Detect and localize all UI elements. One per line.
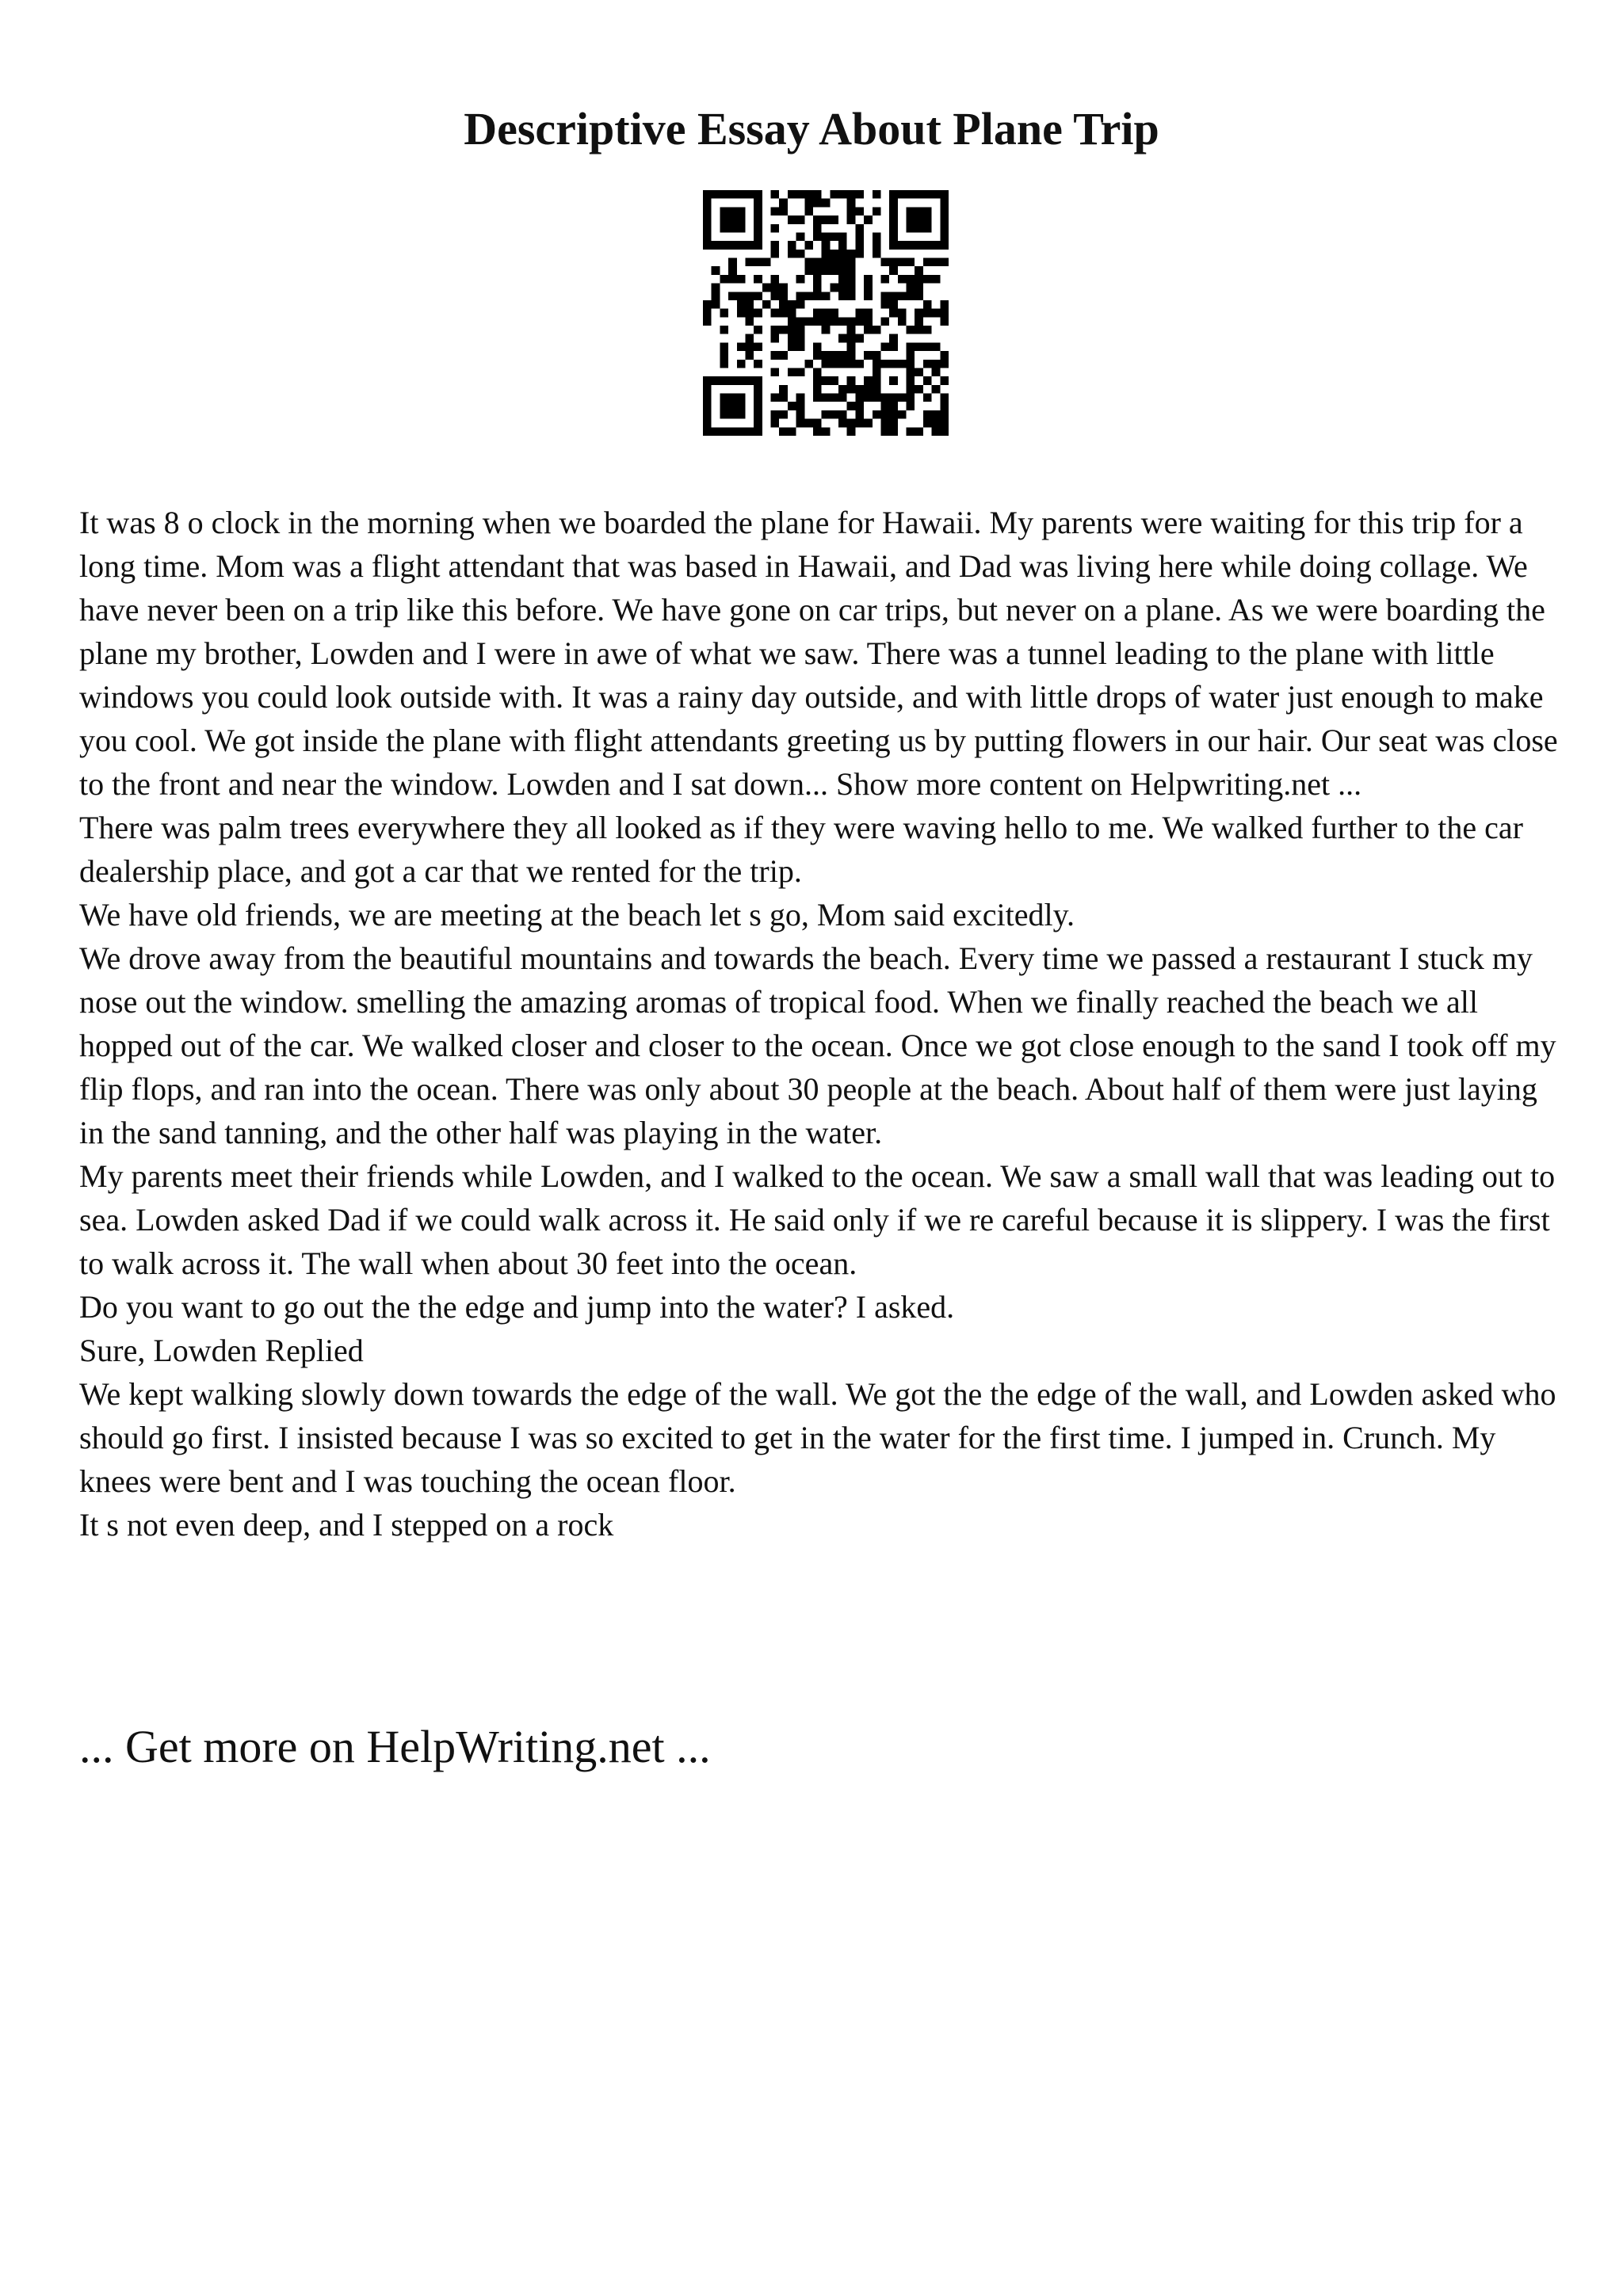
essay-body bbox=[79, 501, 1569, 1547]
paragraph: We kept walking slowly down towards the edge of the wall. We got the the edge of the wall, and Lowden asked who should go first. I insisted because I was so excited to get in the water for the first time. I jumped in. Crunch. My knees were bent and I was touching the ocean floor. bbox=[79, 1376, 1556, 1499]
paragraph: Sure, Lowden Replied bbox=[79, 1333, 364, 1368]
qr-code-icon bbox=[703, 190, 949, 436]
paragraph: Do you want to go out the the edge and jump into the water? I asked. bbox=[79, 1289, 955, 1325]
document-title: Descriptive Essay About Plane Trip bbox=[464, 103, 1159, 154]
paragraph: My parents meet their friends while Lowden, and I walked to the ocean. We saw a small wall that was leading out to sea. Lowden asked Dad if we could walk across it. He said only if we re careful because it is slippery. I was the first to walk across it. The wall when about 30 feet into the ocean. bbox=[79, 1158, 1556, 1281]
paragraph: We drove away from the beautiful mountains and towards the beach. Every time we passed a restaurant I stuck my nose out the window. smelling the amazing aromas of tropical food. When we finally reached the beach we all hopped out of the car. We walked closer and closer to the ocean. Once we got close enough to the sand I took off my flip flops, and ran into the ocean. There was only about 30 people at the beach. About half of them were just laying in the sand tanning, and the other half was playing in the water. bbox=[79, 940, 1556, 1150]
paragraph: There was palm trees everywhere they all looked as if they were waving hello to me. We walked further to the car dealership place, and got a car that we rented for the trip. bbox=[79, 810, 1523, 889]
paragraph: We have old friends, we are meeting at the beach let s go, Mom said excitedly. bbox=[79, 897, 1075, 933]
footer-link-text: ... Get more on HelpWriting.net ... bbox=[79, 1721, 711, 1772]
paragraph: It s not even deep, and I stepped on a rock bbox=[79, 1507, 614, 1543]
paragraph: It was 8 o clock in the morning when we boarded the plane for Hawaii. My parents were waiting for this trip for a long time. Mom was a flight attendant that was based in Hawaii, and Dad was living here while doing collage. We have never been on a trip like this before. We have gone on car trips, but never on a plane. As we were boarding the plane my brother, Lowden and I were in awe of what we saw. There was a tunnel leading to the plane with little windows you could look outside with. It was a rainy day outside, and with little drops of water just enough to make you cool. We got inside the plane with flight attendants greeting us by putting flowers in our hair. Our seat was close to the front and near the window. Lowden and I sat down... Show more content on Helpwriting.net ... bbox=[79, 505, 1558, 802]
